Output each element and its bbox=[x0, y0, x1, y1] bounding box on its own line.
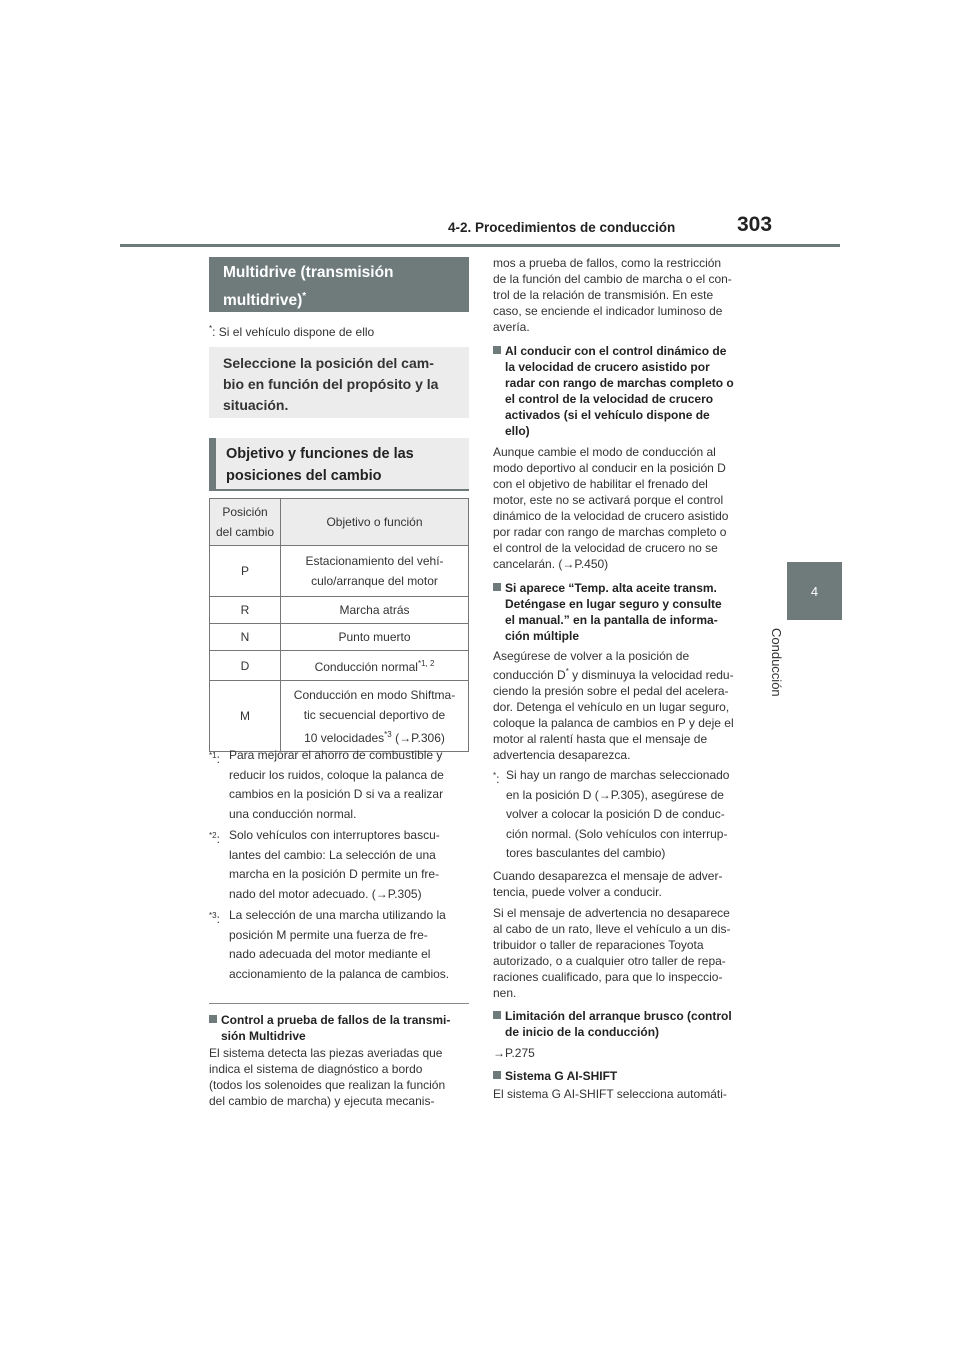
subsection-heading bbox=[493, 580, 758, 644]
footnote-key bbox=[493, 766, 499, 790]
text-line: modo deportivo al conducir en la posición D bbox=[493, 461, 726, 475]
text-line: El sistema detecta las piezas averiadas que bbox=[209, 1046, 443, 1060]
text-line: ciendo la presión sobre el pedal del acelera- bbox=[493, 684, 729, 698]
footnote-line: una conducción normal. bbox=[229, 806, 357, 821]
divider bbox=[209, 1003, 469, 1004]
note-text: : Si el vehículo dispone de ello bbox=[212, 325, 375, 339]
square-bullet-icon bbox=[493, 1011, 501, 1019]
text-line: dor. Detenga el vehículo en un lugar seguro, bbox=[493, 700, 730, 714]
footnote-key bbox=[209, 826, 220, 850]
page-title bbox=[223, 261, 394, 313]
text-line: tribuidor o taller de reparaciones Toyota bbox=[493, 938, 704, 952]
subsection-line: ello) bbox=[505, 424, 530, 438]
cell-position: N bbox=[210, 624, 281, 651]
footnote-text bbox=[506, 766, 758, 864]
text-run: y disminuya la velocidad redu- bbox=[568, 668, 734, 682]
text-line: Si el mensaje de advertencia no desaparece bbox=[493, 906, 730, 920]
subsection-line: Si aparece “Temp. alta aceite transm. bbox=[505, 581, 717, 595]
table-row bbox=[210, 546, 469, 597]
subsection-line: Al conducir con el control dinámico de bbox=[505, 344, 727, 358]
title-line1: Multidrive (transmisión bbox=[223, 264, 394, 281]
header-position bbox=[210, 499, 281, 546]
square-bullet-icon bbox=[493, 346, 501, 354]
cell-position: R bbox=[210, 597, 281, 624]
subsection-heading bbox=[493, 1068, 758, 1084]
footnote-key-sep: : bbox=[496, 772, 500, 786]
text-line bbox=[493, 664, 758, 683]
cell-function-line1: Conducción en modo Shiftma- bbox=[293, 687, 456, 702]
paragraph bbox=[493, 868, 758, 900]
header-function: Objetivo o función bbox=[281, 499, 469, 546]
footnote-ref: * bbox=[565, 667, 569, 676]
footnote-line: accionamiento de la palanca de cambios. bbox=[229, 966, 450, 981]
text-line: de la función del cambio de marcha o el con- bbox=[493, 272, 732, 286]
title-line2: multidrive) bbox=[223, 292, 303, 310]
subsection-line: Limitación del arranque brusco (control bbox=[505, 1009, 732, 1023]
page-reference: →P.275 bbox=[493, 1046, 535, 1060]
footnote-line: Solo vehículos con interruptores bascu- bbox=[229, 828, 440, 842]
text-line: del cambio de marcha) y ejecuta mecanis- bbox=[209, 1094, 435, 1108]
footnote-line: posición M permite una fuerza de fre- bbox=[229, 927, 428, 942]
footnote-key-mark: *3 bbox=[209, 911, 217, 920]
cell-footnote-ref: *1, 2 bbox=[417, 659, 435, 668]
subsection-heading bbox=[493, 1008, 758, 1040]
text-line: Aunque cambie el modo de conducción al bbox=[493, 445, 716, 459]
text-line: (todos los solenoides que realizan la función bbox=[209, 1078, 446, 1092]
footnote bbox=[209, 826, 471, 904]
cell-function bbox=[281, 651, 469, 681]
title-marker: * bbox=[302, 291, 307, 302]
text-line: motor, este no se activará porque el control bbox=[493, 493, 724, 507]
footnote-line: Para mejorar el ahorro de combustible y bbox=[229, 748, 443, 762]
text-line: motor al ralentí hasta que el mensaje de bbox=[493, 732, 708, 746]
cell-function: Punto muerto bbox=[281, 624, 469, 651]
section-rule bbox=[209, 489, 469, 491]
subsection-line: el control de la velocidad de crucero bbox=[505, 392, 714, 406]
text-line: trol de la relación de transmisión. En este bbox=[493, 288, 714, 302]
text-line: al cabo de un rato, lleve el vehículo a un dis- bbox=[493, 922, 731, 936]
footnote-key-mark: * bbox=[493, 771, 497, 780]
square-bullet-icon bbox=[209, 1015, 217, 1023]
footnote-line: nado adecuada del motor mediante el bbox=[229, 947, 431, 961]
footnote-line: lantes del cambio: La selección de una bbox=[229, 847, 436, 862]
text-line: dinámico de la velocidad de crucero asistido bbox=[493, 509, 729, 523]
subsection-line: sión Multidrive bbox=[221, 1029, 306, 1043]
subsection-line: radar con rango de marchas completo o bbox=[505, 376, 734, 390]
text-line: tencia, puede volver a conducir. bbox=[493, 885, 662, 899]
cell-page-ref: (→P.306) bbox=[391, 730, 445, 745]
paragraph bbox=[493, 255, 758, 335]
cell-function bbox=[281, 546, 469, 597]
availability-note bbox=[209, 324, 374, 339]
cell-function-line3: 10 velocidades bbox=[304, 730, 385, 745]
footnote-line: tores basculantes del cambio) bbox=[506, 846, 666, 860]
section-heading-line1: Objetivo y funciones de las bbox=[226, 446, 414, 462]
square-bullet-icon bbox=[493, 583, 501, 591]
cell-function-line2: culo/arranque del motor bbox=[311, 574, 438, 588]
footnote-line: reducir los ruidos, coloque la palanca de bbox=[229, 767, 444, 782]
subsection-heading bbox=[209, 1012, 474, 1044]
footnote-key bbox=[209, 746, 220, 770]
intro-line3: situación. bbox=[223, 397, 289, 413]
intro-box bbox=[209, 347, 469, 418]
section-heading-text bbox=[226, 443, 414, 487]
footnote-line: Si hay un rango de marchas seleccionado bbox=[506, 768, 730, 782]
footnote-line: cambios en la posición D si va a realizar bbox=[229, 787, 444, 801]
paragraph: El sistema G AI-SHIFT selecciona automáti- bbox=[493, 1087, 727, 1101]
subsection-line: activados (si el vehículo dispone de bbox=[505, 408, 710, 422]
shift-position-table bbox=[209, 498, 469, 752]
text-line: el control de la velocidad de crucero no se bbox=[493, 541, 718, 555]
paragraph bbox=[209, 1045, 474, 1109]
footnote bbox=[209, 746, 471, 824]
note-mark: * bbox=[209, 324, 213, 333]
intro-line1: Seleccione la posición del cam- bbox=[223, 355, 434, 371]
footnote bbox=[209, 906, 471, 984]
text-line: con el objetivo de habilitar el frenado del bbox=[493, 477, 708, 491]
header-rule bbox=[120, 244, 840, 247]
subsection-line: el manual.” en la pantalla de informa- bbox=[505, 613, 718, 627]
page-number: 303 bbox=[737, 213, 773, 236]
section-header: 4-2. Procedimientos de conducción bbox=[448, 220, 676, 235]
footnote-key-sep: : bbox=[216, 912, 220, 926]
cell-function-text: Conducción normal bbox=[314, 660, 418, 674]
text-line: autorizado, o a cualquier otro taller de repa- bbox=[493, 954, 726, 968]
footnote-key-mark: *1 bbox=[209, 751, 217, 760]
table-row bbox=[210, 597, 469, 624]
paragraph bbox=[493, 444, 758, 572]
text-line: avería. bbox=[493, 320, 530, 334]
text-line: advertencia desaparezca. bbox=[493, 748, 631, 762]
footnote-line: volver a colocar la posición D de conduc- bbox=[506, 807, 725, 821]
intro-text bbox=[223, 353, 438, 416]
header-position-line2: del cambio bbox=[215, 525, 275, 539]
subsection-line: Deténgase en lugar seguro y consulte bbox=[505, 597, 722, 611]
paragraph bbox=[493, 648, 758, 763]
text-line: Cuando desaparezca el mensaje de adver- bbox=[493, 869, 723, 883]
footnote-text bbox=[229, 746, 471, 824]
text-line: indica el sistema de diagnóstico a bordo bbox=[209, 1062, 423, 1076]
text-line: cancelarán. (→P.450) bbox=[493, 557, 609, 571]
footnote-key-sep: : bbox=[216, 832, 220, 846]
text-line: Asegúrese de volver a la posición de bbox=[493, 649, 690, 663]
cell-function bbox=[281, 681, 469, 752]
text-line: coloque la palanca de cambios en P y deje el bbox=[493, 716, 734, 730]
subsection-line: Control a prueba de fallos de la transmi- bbox=[221, 1013, 451, 1027]
title-box bbox=[209, 257, 469, 312]
footnote-key bbox=[209, 906, 220, 930]
footnote-line: marcha en la posición D permite un fre- bbox=[229, 867, 440, 881]
text-line: caso, se enciende el indicador luminoso de bbox=[493, 304, 723, 318]
subsection-line: ción múltiple bbox=[505, 629, 580, 643]
text-run: conducción D bbox=[493, 668, 566, 682]
subsection-heading bbox=[493, 343, 758, 439]
section-heading-line2: posiciones del cambio bbox=[226, 468, 382, 484]
cell-position: P bbox=[210, 546, 281, 597]
text-line: nen. bbox=[493, 986, 517, 1000]
text-line: raciones cualificado, para que lo inspeccio- bbox=[493, 970, 723, 984]
table-header-row bbox=[210, 499, 469, 546]
cell-function: Marcha atrás bbox=[281, 597, 469, 624]
cell-footnote-ref: *3 bbox=[384, 729, 392, 739]
table-row bbox=[210, 624, 469, 651]
cell-position: M bbox=[210, 681, 281, 752]
chapter-label-text: Conducción bbox=[769, 628, 784, 697]
subsection-line: de inicio de la conducción) bbox=[505, 1025, 660, 1039]
table-row bbox=[210, 681, 469, 752]
subsection-line: la velocidad de crucero asistido por bbox=[505, 360, 710, 374]
square-bullet-icon bbox=[493, 1071, 501, 1079]
paragraph bbox=[493, 905, 758, 1001]
footnote-line: ción normal. (Solo vehículos con interrup- bbox=[506, 826, 728, 841]
section-heading bbox=[209, 438, 469, 489]
text-line: mos a prueba de fallos, como la restricción bbox=[493, 256, 722, 270]
header-position-line1: Posición bbox=[222, 505, 268, 519]
cell-position: D bbox=[210, 651, 281, 681]
subsection-line: Sistema G AI-SHIFT bbox=[505, 1069, 618, 1083]
footnote-text bbox=[229, 826, 471, 904]
chapter-label bbox=[769, 628, 802, 738]
footnote-line: en la posición D (→P.305), asegúrese de bbox=[506, 787, 724, 802]
footnote-key-sep: : bbox=[216, 752, 220, 766]
cell-function-line2: tic secuencial deportivo de bbox=[303, 707, 446, 722]
intro-line2: bio en función del propósito y la bbox=[223, 376, 439, 392]
cell-function-line1: Estacionamiento del vehí- bbox=[305, 554, 444, 568]
text-line: por radar con rango de marchas completo o bbox=[493, 525, 727, 539]
footnote-line: La selección de una marcha utilizando la bbox=[229, 908, 446, 922]
footnote bbox=[493, 766, 758, 864]
footnote-text bbox=[229, 906, 471, 984]
table-row bbox=[210, 651, 469, 681]
footnote-key-mark: *2 bbox=[209, 831, 217, 840]
chapter-tab: 4 bbox=[787, 562, 842, 620]
footnote-line: nado del motor adecuado. (→P.305) bbox=[229, 886, 422, 901]
